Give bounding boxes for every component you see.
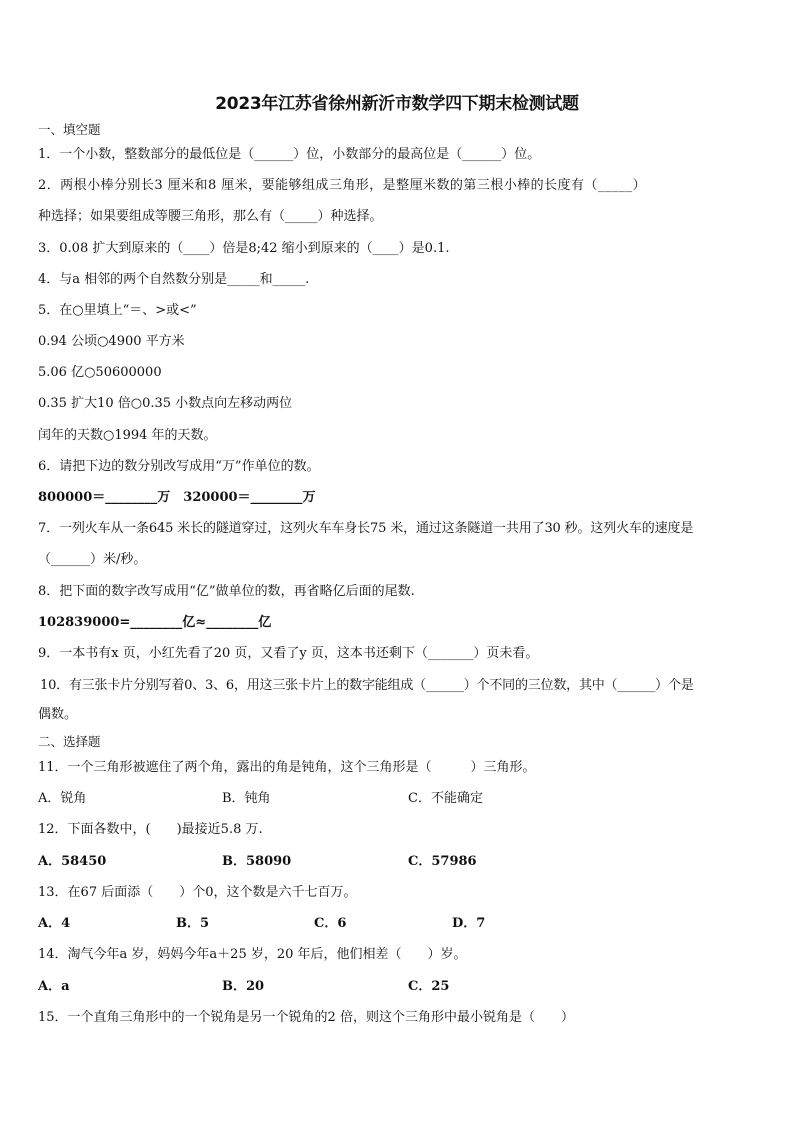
question-14-option-a: A．a: [38, 979, 70, 994]
question-6: 6．请把下边的数分别改写成用“万”作单位的数。: [38, 459, 320, 474]
question-5-item-a: 0.94 公顷○4900 平方米: [38, 334, 185, 349]
question-13-option-b: B．5: [176, 916, 210, 931]
question-4: 4．与a 相邻的两个自然数分别是_____和_____.: [38, 272, 310, 287]
section-choice: 二、选择题: [38, 734, 101, 749]
question-6-blanks: 800000＝________万 320000＝________万: [38, 490, 316, 505]
question-8: 8．把下面的数字改写成用“亿”做单位的数，再省略亿后面的尾数.: [38, 584, 415, 599]
question-14-option-c: C．25: [408, 979, 450, 994]
question-11-option-a: A．锐角: [38, 791, 87, 806]
question-14-option-b: B．20: [222, 979, 265, 994]
section-fill-in: 一、填空题: [38, 122, 101, 137]
question-10-line-2: 偶数。: [38, 707, 78, 722]
question-5-item-c: 0.35 扩大10 倍○0.35 小数点向左移动两位: [38, 396, 293, 411]
question-9: 9．一本书有x 页，小红先看了20 页，又看了y 页，这本书还剩下（_______）页未看。: [38, 646, 539, 661]
question-1: 1．一个小数，整数部分的最低位是（______）位，小数部分的最高位是（______）位。: [38, 147, 541, 162]
question-15: 15．一个直角三角形中的一个锐角是另一个锐角的2 倍，则这个三角形中最小锐角是（ ）: [38, 1010, 574, 1025]
question-14: 14．淘气今年a 岁，妈妈今年a＋25 岁，20 年后，他们相差（ ）岁。: [38, 947, 467, 962]
question-12-option-c: C．57986: [408, 854, 477, 869]
question-5-item-b: 5.06 亿○50600000: [38, 365, 162, 380]
question-13-option-a: A．4: [38, 916, 71, 931]
question-2-line-2: 种选择；如果要组成等腰三角形，那么有（_____）种选择。: [38, 209, 383, 224]
page-title: 2023年江苏省徐州新沂市数学四下期末检测试题: [215, 94, 579, 114]
question-11-option-b: B．钝角: [222, 791, 271, 806]
question-10-line-1: 10．有三张卡片分别写着0、3、6，用这三张卡片上的数字能组成（______）个不同的三位数，其中（______）个是: [40, 678, 694, 693]
question-7-line-1: 7．一列火车从一条645 米长的隧道穿过，这列火车车身长75 米，通过这条隧道一共用了30 秒。这列火车的速度是: [38, 521, 694, 536]
question-11: 11．一个三角形被遮住了两个角，露出的角是钝角，这个三角形是（ ）三角形。: [38, 760, 536, 775]
question-7-line-2: （______）米/秒。: [38, 552, 147, 567]
question-12: 12．下面各数中，( )最接近5.8 万.: [38, 822, 263, 837]
question-13-option-c: C．6: [314, 916, 347, 931]
question-5-item-d: 闰年的天数○1994 年的天数。: [38, 428, 217, 443]
question-11-option-c: C．不能确定: [408, 791, 483, 806]
question-13: 13．在67 后面添（ ）个0，这个数是六千七百万。: [38, 885, 357, 900]
question-5: 5．在○里填上“＝、>或<”: [38, 303, 197, 318]
question-12-option-b: B．58090: [222, 854, 292, 869]
question-13-option-d: D．7: [452, 916, 486, 931]
question-3: 3．0.08 扩大到原来的（____）倍是8;42 缩小到原来的（____）是0.1.: [38, 241, 450, 256]
question-2-line-1: 2．两根小棒分别长3 厘米和8 厘米，要能够组成三角形，是整厘米数的第三根小棒的长度有（_____）: [38, 178, 647, 193]
question-12-option-a: A．58450: [38, 854, 107, 869]
question-8-blanks: 102839000=________亿≈________亿: [38, 615, 272, 630]
